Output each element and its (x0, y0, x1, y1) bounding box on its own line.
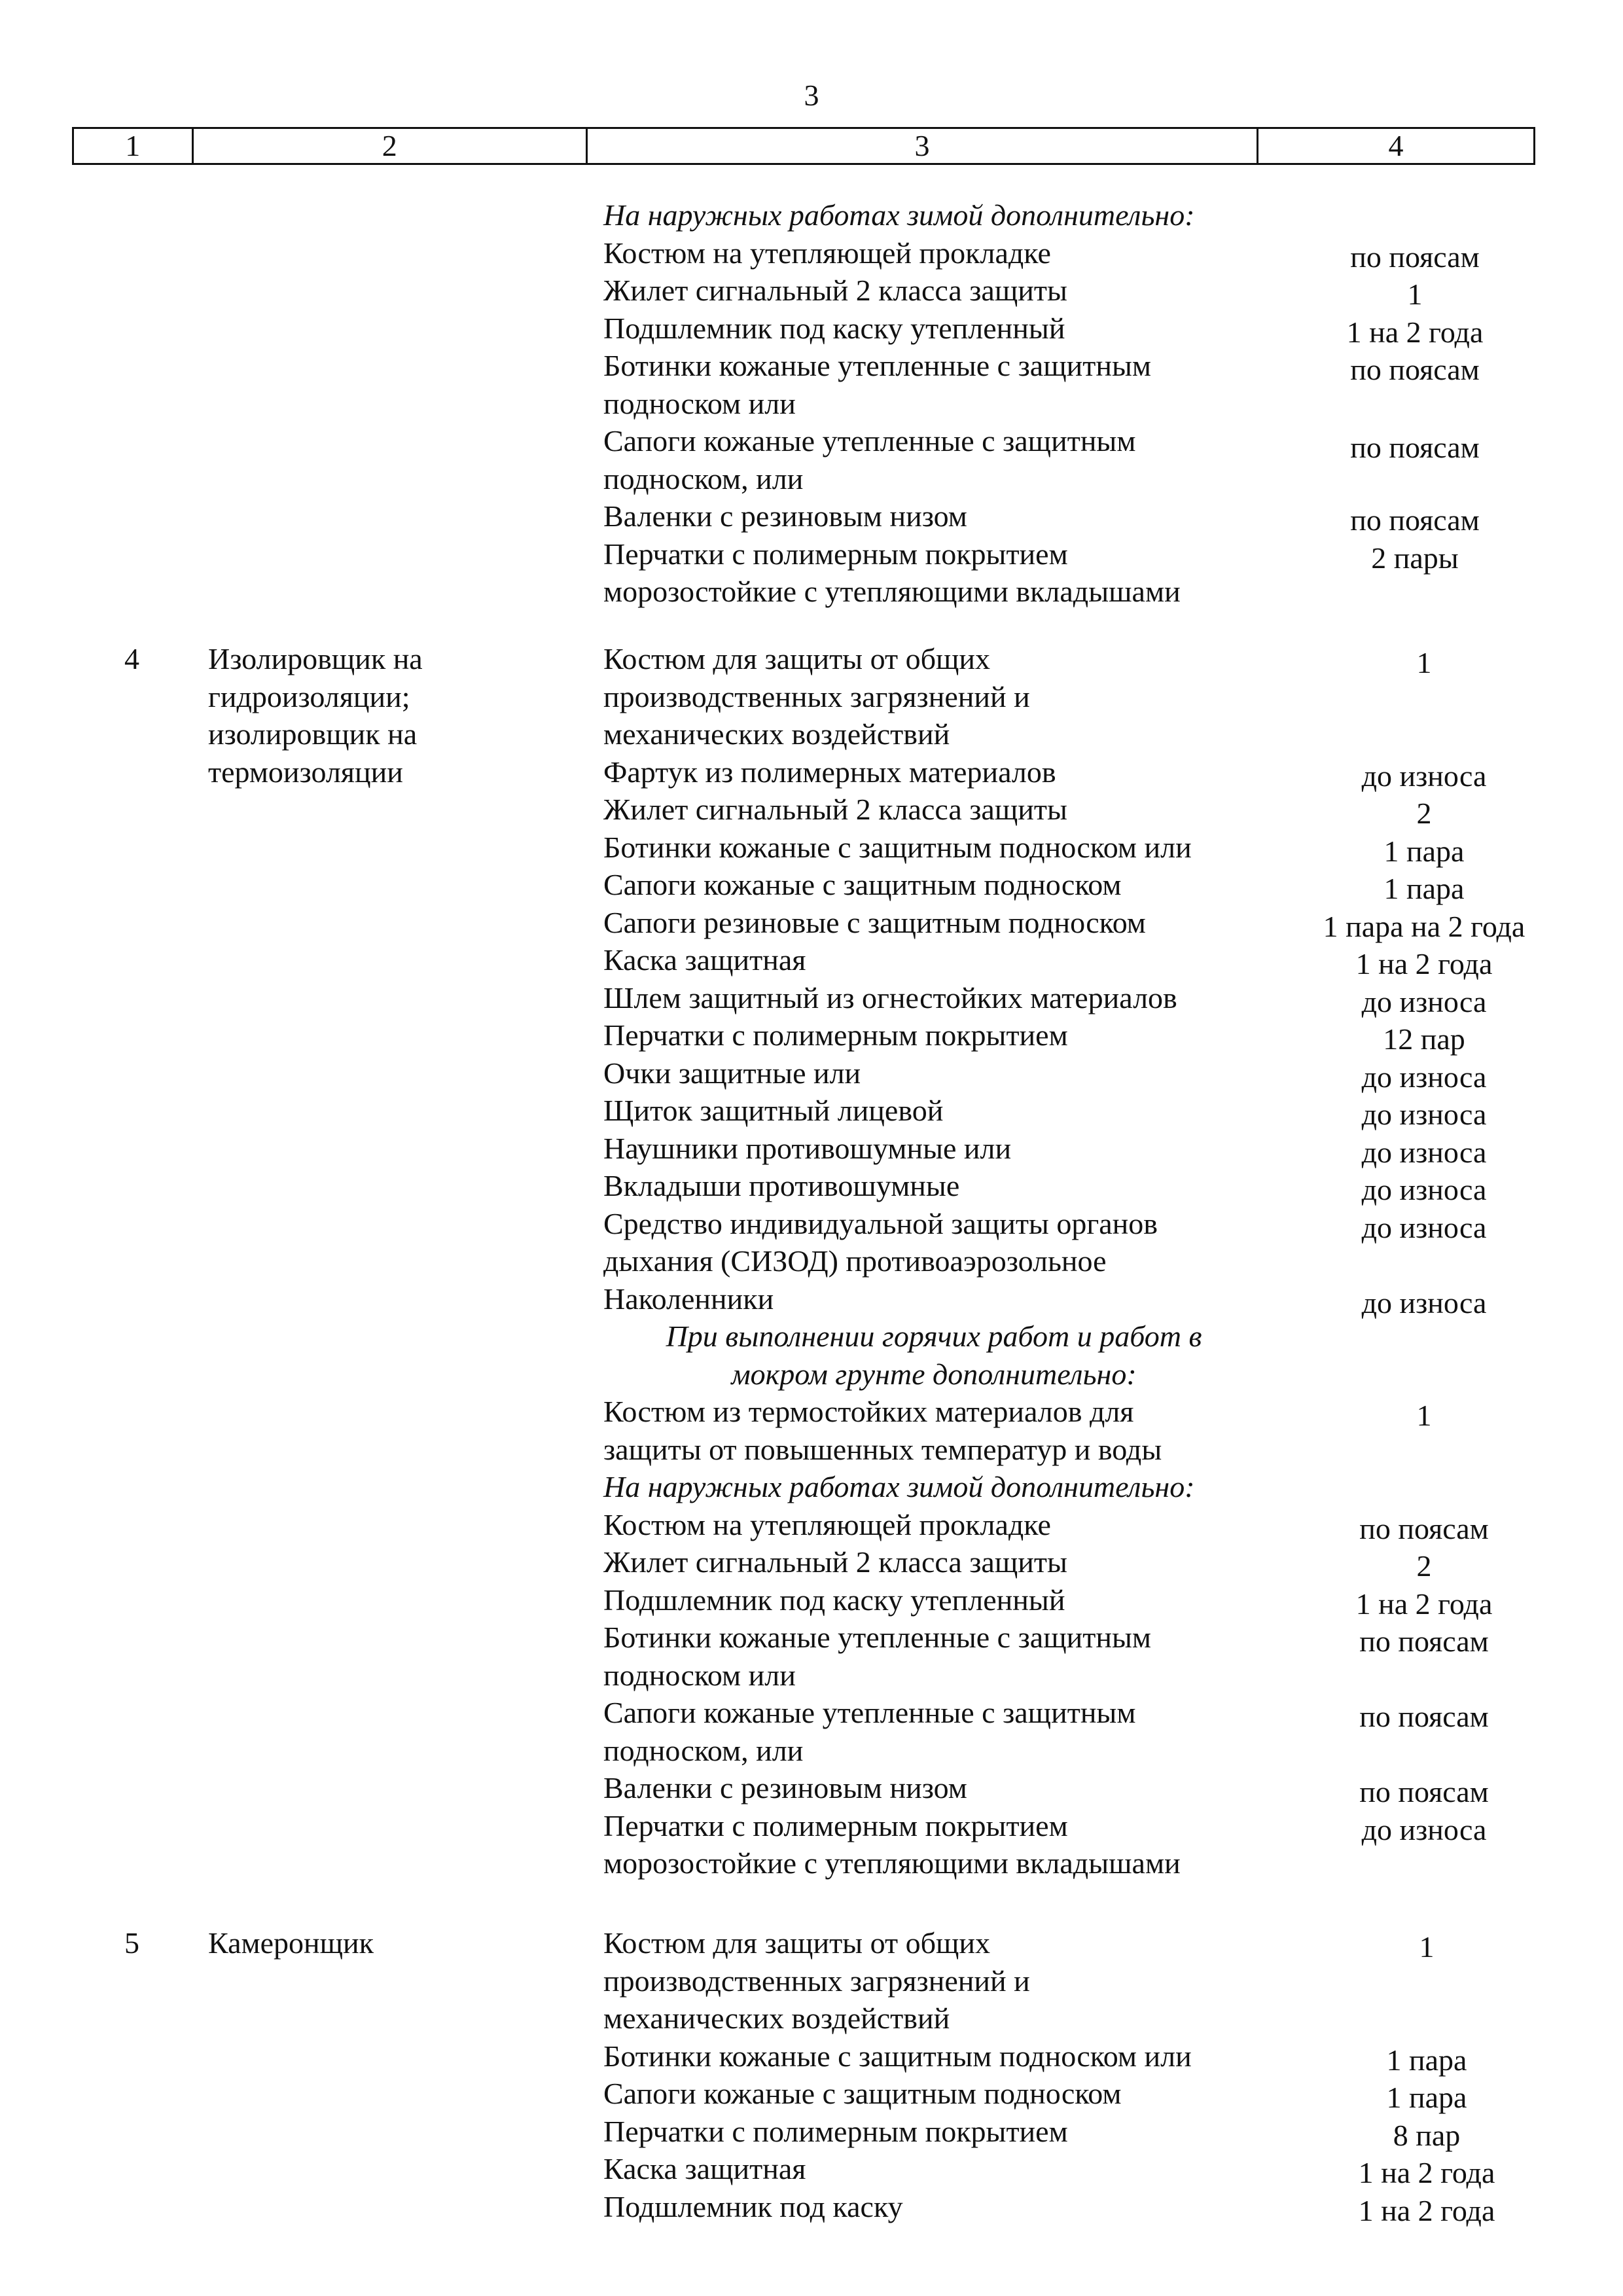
ppe-item: Ботинки кожаные с защитным подноском или (603, 830, 1192, 864)
ppe-item: Щиток защитный лицевой (603, 1094, 944, 1127)
ppe-item: На наружных работах зимой дополнительно: (603, 198, 1195, 232)
issue-norm: 1 на 2 года (1358, 2156, 1495, 2189)
ppe-item: Подшлемник под каску утепленный (603, 1583, 1065, 1617)
issue-norm: 1 (1416, 1399, 1432, 1432)
issue-norm: до износа (1361, 1060, 1487, 1094)
table-header-row (72, 127, 1535, 165)
issue-norm: 1 пара (1386, 2081, 1467, 2114)
issue-norm: по поясам (1359, 1624, 1489, 1658)
ppe-item: Сапоги кожаные утепленные с защитным (603, 424, 1136, 457)
issue-norm: 1 (1419, 1930, 1435, 1964)
ppe-item: Костюм для защиты от общих (603, 1926, 991, 1960)
ppe-item: производственных загрязнений и (603, 679, 1030, 713)
ppe-item: Перчатки с полимерным покрытием (603, 2114, 1068, 2148)
issue-norm: 1 на 2 года (1358, 2193, 1495, 2227)
ppe-item: Наколенники (603, 1282, 774, 1316)
issue-norm: 1 на 2 года (1346, 315, 1484, 349)
ppe-item: подноском или (603, 1658, 796, 1692)
ppe-item: Сапоги кожаные с защитным подноском (603, 2077, 1122, 2110)
issue-norm: 1 пара на 2 года (1323, 909, 1525, 943)
ppe-item: Перчатки с полимерным покрытием (603, 537, 1068, 571)
issue-norm: до износа (1361, 759, 1487, 793)
ppe-item: Костюм для защиты от общих (603, 642, 991, 675)
ppe-item: Перчатки с полимерным покрытием (603, 1018, 1068, 1052)
ppe-item: механических воздействий (603, 717, 950, 751)
issue-norm: до износа (1361, 984, 1487, 1018)
ppe-item: Сапоги кожаные с защитным подноском (603, 868, 1122, 901)
ppe-item: дыхания (СИЗОД) противоаэрозольное (603, 1244, 1107, 1278)
issue-norm: 2 (1416, 1549, 1432, 1583)
ppe-item: Подшлемник под каску (603, 2189, 903, 2223)
ppe-item: Костюм из термостойких материалов для (603, 1395, 1134, 1428)
ppe-item: На наружных работах зимой дополнительно: (603, 1470, 1195, 1503)
issue-norm: 1 пара (1383, 872, 1465, 905)
issue-norm: 12 пар (1383, 1022, 1465, 1056)
ppe-item: Ботинки кожаные с защитным подноском или (603, 2039, 1192, 2073)
issue-norm: 2 (1416, 797, 1432, 830)
issue-norm: по поясам (1359, 1700, 1489, 1733)
ppe-item: Валенки с резиновым низом (603, 1771, 967, 1804)
issue-norm: 8 пар (1393, 2118, 1461, 2152)
ppe-item: подноском, или (603, 1733, 804, 1767)
ppe-item: мокром грунте дополнительно: (731, 1357, 1137, 1391)
issue-norm: 2 пары (1371, 541, 1459, 575)
header-col-4: 4 (1388, 129, 1404, 162)
ppe-item: Вкладыши противошумные (603, 1169, 960, 1202)
ppe-item: Перчатки с полимерным покрытием (603, 1808, 1068, 1842)
header-col-3: 3 (588, 129, 1258, 163)
issue-norm: до износа (1361, 1098, 1487, 1131)
ppe-item: Жилет сигнальный 2 класса защиты (603, 274, 1067, 307)
page-number: 3 (804, 79, 819, 112)
issue-norm: 1 (1407, 278, 1423, 311)
issue-norm: по поясам (1350, 431, 1480, 464)
issue-norm: 1 на 2 года (1355, 947, 1493, 980)
ppe-item: производственных загрязнений и (603, 1964, 1030, 1998)
ppe-item: Фартук из полимерных материалов (603, 755, 1056, 789)
ppe-item: Каска защитная (603, 943, 806, 977)
ppe-item: Сапоги резиновые с защитным подноском (603, 905, 1146, 939)
issue-norm: до износа (1361, 1812, 1487, 1846)
ppe-item: Ботинки кожаные утепленные с защитным (603, 349, 1151, 382)
header-col-1: 1 (74, 129, 194, 163)
ppe-item: морозостойкие с утепляющими вкладышами (603, 1846, 1181, 1880)
header-col-2: 2 (194, 129, 588, 163)
issue-norm: до износа (1361, 1135, 1487, 1169)
issue-norm: 1 пара (1386, 2043, 1467, 2077)
issue-norm: по поясам (1359, 1511, 1489, 1545)
ppe-item: подноском, или (603, 461, 804, 495)
ppe-item: Подшлемник под каску утепленный (603, 311, 1065, 345)
ppe-item: Валенки с резиновым низом (603, 499, 967, 533)
ppe-item: Наушники противошумные или (603, 1131, 1012, 1165)
issue-norm: 1 (1416, 646, 1432, 679)
issue-norm: до износа (1361, 1173, 1487, 1206)
ppe-item: Средство индивидуальной защиты органов (603, 1206, 1158, 1240)
ppe-item: Костюм на утепляющей прокладке (603, 236, 1051, 270)
issue-norm: по поясам (1350, 353, 1480, 386)
ppe-item: Каска защитная (603, 2152, 806, 2185)
issue-norm: по поясам (1350, 503, 1480, 537)
profession-name: изолировщик на (208, 717, 418, 751)
ppe-item: Костюм на утепляющей прокладке (603, 1507, 1051, 1541)
ppe-item: Шлем защитный из огнестойких материалов (603, 980, 1177, 1014)
row-number: 5 (124, 1926, 139, 1960)
ppe-item: Очки защитные или (603, 1056, 861, 1090)
row-number: 4 (124, 642, 139, 675)
ppe-item: Жилет сигнальный 2 класса защиты (603, 1545, 1067, 1579)
issue-norm: 1 пара (1383, 834, 1465, 868)
profession-name: термоизоляции (208, 755, 403, 789)
issue-norm: до износа (1361, 1210, 1487, 1244)
ppe-item: защиты от повышенных температур и воды (603, 1432, 1162, 1466)
profession-name: Камеронщик (208, 1926, 374, 1960)
profession-name: Изолировщик на (208, 642, 423, 675)
ppe-item: подноском или (603, 386, 796, 420)
ppe-item: Ботинки кожаные утепленные с защитным (603, 1621, 1151, 1654)
issue-norm: до износа (1361, 1285, 1487, 1319)
profession-name: гидроизоляции; (208, 679, 410, 713)
ppe-item: морозостойкие с утепляющими вкладышами (603, 575, 1181, 608)
issue-norm: 1 на 2 года (1355, 1587, 1493, 1621)
issue-norm: по поясам (1350, 240, 1480, 274)
issue-norm: по поясам (1359, 1775, 1489, 1808)
ppe-item: Сапоги кожаные утепленные с защитным (603, 1696, 1136, 1729)
ppe-item: механических воздействий (603, 2001, 950, 2035)
ppe-item: При выполнении горячих работ и работ в (666, 1319, 1202, 1353)
ppe-item: Жилет сигнальный 2 класса защиты (603, 793, 1067, 826)
